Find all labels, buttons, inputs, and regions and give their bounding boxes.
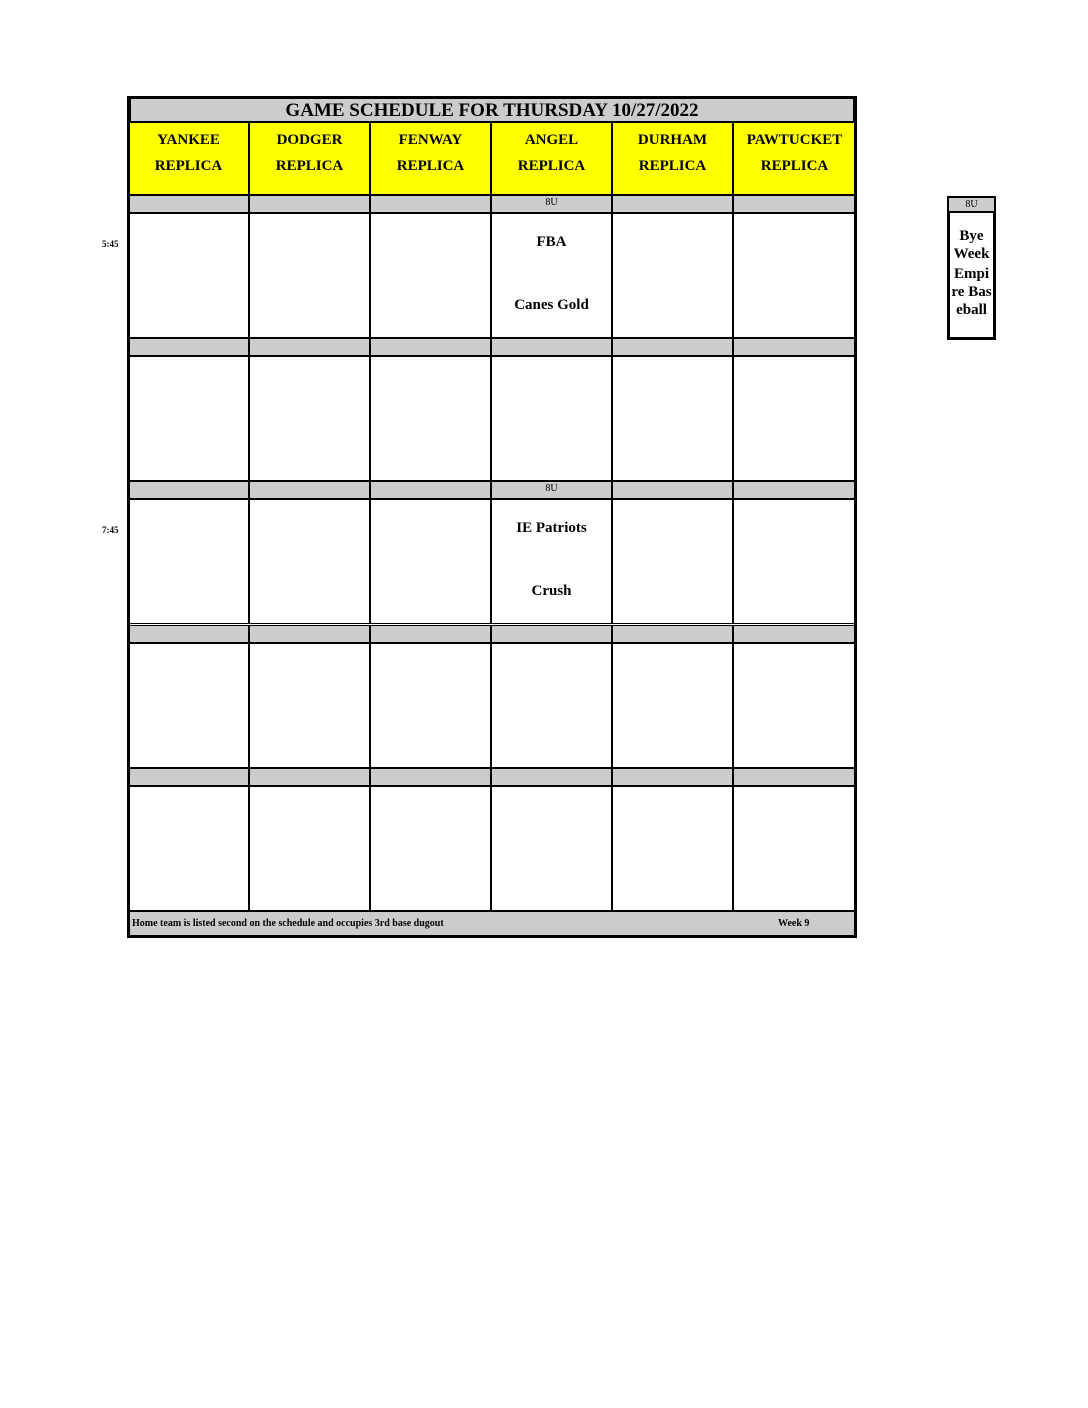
field-type: REPLICA: [396, 158, 465, 174]
time-label: 5:45: [102, 239, 119, 249]
schedule-title: GAME SCHEDULE FOR THURSDAY 10/27/2022: [128, 96, 856, 122]
division-band: [612, 338, 733, 356]
game-cell: [249, 213, 370, 338]
game-cell: [491, 786, 612, 911]
game-cell: [491, 213, 612, 338]
field-header-yankee: [128, 122, 249, 195]
division-band: [612, 481, 733, 499]
game-cell: [128, 213, 249, 338]
division-band: [733, 195, 856, 213]
division-band: [370, 195, 491, 213]
field-type: REPLICA: [760, 158, 829, 174]
division-band: [249, 481, 370, 499]
division-band: [491, 768, 612, 786]
home-team-note: Home team is listed second on the schedule and occupies 3rd base dugout: [132, 918, 444, 929]
game-cell: [491, 356, 612, 481]
division-band: [733, 625, 856, 643]
game-cell: [491, 643, 612, 768]
division-band: [128, 625, 249, 643]
division-band: [491, 625, 612, 643]
bye-week-cell: [947, 212, 996, 340]
away-team: FBA: [536, 234, 567, 250]
game-cell: [370, 356, 491, 481]
game-cell: [128, 499, 249, 624]
field-type: REPLICA: [638, 158, 707, 174]
game-cell: [733, 213, 856, 338]
field-name: PAWTUCKET: [746, 132, 843, 148]
field-header-angel: [491, 122, 612, 195]
game-cell: [249, 499, 370, 624]
game-cell: [249, 643, 370, 768]
game-cell: [733, 499, 856, 624]
game-cell: [612, 499, 733, 624]
division-band: [128, 195, 249, 213]
division-band: [733, 768, 856, 786]
division-band: [733, 481, 856, 499]
division-band: [733, 338, 856, 356]
division-band: [370, 625, 491, 643]
division-band: [370, 338, 491, 356]
week-label: Week 9: [778, 918, 810, 929]
division-band: [128, 768, 249, 786]
bye-division-band: 8U: [947, 196, 996, 212]
game-cell: [733, 356, 856, 481]
game-cell: [612, 213, 733, 338]
field-name: YANKEE: [157, 132, 220, 148]
game-cell: [128, 643, 249, 768]
division-band: [128, 481, 249, 499]
field-type: REPLICA: [517, 158, 586, 174]
game-cell: [612, 786, 733, 911]
division-band: [370, 481, 491, 499]
time-label: 7:45: [102, 525, 119, 536]
division-band: 8U: [491, 481, 612, 499]
field-header-pawtucket: [733, 122, 856, 195]
division-band: [249, 195, 370, 213]
division-band: [249, 625, 370, 643]
game-cell: [370, 643, 491, 768]
field-type: REPLICA: [154, 158, 223, 174]
field-header-fenway: [370, 122, 491, 195]
division-band: [612, 195, 733, 213]
division-band: [491, 338, 612, 356]
game-cell: [612, 356, 733, 481]
field-name: DODGER: [276, 132, 343, 148]
division-band: [249, 338, 370, 356]
game-cell: [128, 786, 249, 911]
division-band: [612, 625, 733, 643]
home-team: Canes Gold: [514, 297, 589, 313]
field-header-dodger: [249, 122, 370, 195]
field-header-durham: [612, 122, 733, 195]
field-name: FENWAY: [398, 132, 463, 148]
game-cell: [491, 499, 612, 624]
game-cell: [370, 499, 491, 624]
division-band: [249, 768, 370, 786]
game-cell: [612, 643, 733, 768]
game-cell: [733, 643, 856, 768]
game-cell: [249, 786, 370, 911]
game-cell: [733, 786, 856, 911]
game-cell: [249, 356, 370, 481]
division-band: [370, 768, 491, 786]
game-cell: [370, 213, 491, 338]
division-band: [612, 768, 733, 786]
schedule-footer: [128, 911, 856, 937]
bye-week-team: Empire Baseball: [951, 266, 992, 318]
field-name: ANGEL: [524, 132, 579, 148]
division-band: 8U: [491, 195, 612, 213]
away-team: IE Patriots: [516, 520, 587, 537]
game-cell: [370, 786, 491, 911]
game-cell: [128, 356, 249, 481]
bye-week-label: Bye Week: [953, 228, 990, 262]
division-band: [128, 338, 249, 356]
home-team: Crush: [531, 583, 572, 600]
field-type: REPLICA: [275, 158, 344, 174]
field-name: DURHAM: [637, 132, 708, 148]
